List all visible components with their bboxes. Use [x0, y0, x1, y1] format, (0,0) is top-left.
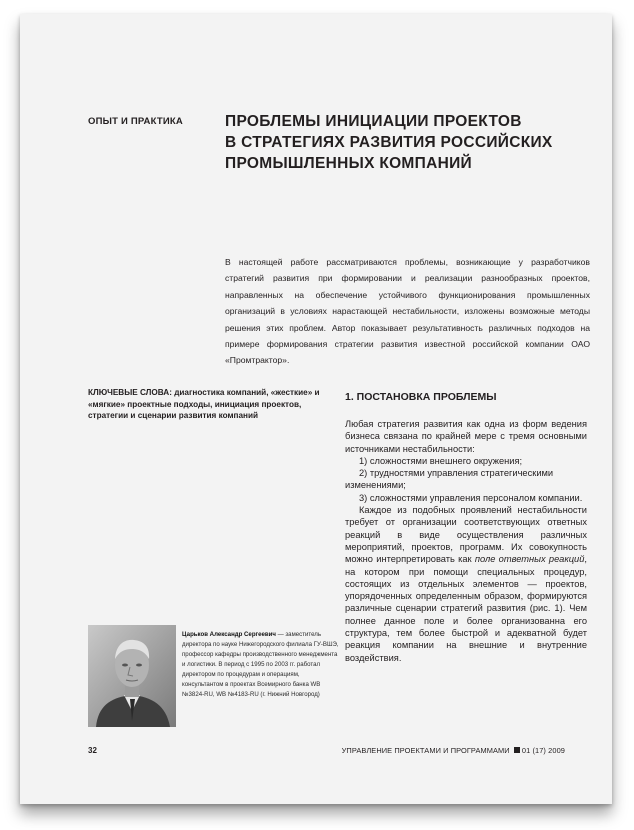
- title-line-2: В СТРАТЕГИЯХ РАЗВИТИЯ РОССИЙСКИХ: [225, 134, 553, 151]
- title-line-3: ПРОМЫШЛЕННЫХ КОМПАНИЙ: [225, 155, 472, 172]
- article-title: [225, 111, 585, 174]
- article-body: [345, 418, 587, 664]
- body-intro: Любая стратегия развития как одна из форм ведения бизнеса связана по крайней мере с тремя основными источниками нестабильности:: [345, 419, 587, 454]
- page-number: 32: [88, 746, 97, 755]
- author-description: — заместитель директора по науке Нижегородского филиала ГУ-ВШЭ, профессор кафедры производственного менеджмента и логистики. В период с 1995 по 2003 гг. работал директором по процедурам и операциям, консультантом в проектах Всемирного банка WB №3824-RU, WB №4183-RU (г. Нижний Новгород): [182, 631, 339, 698]
- author-bio: [182, 630, 342, 700]
- article-abstract: В настоящей работе рассматриваются проблемы, возникающие у разработчиков стратегий развития при формировании и реализации разнообразных проектов, направленных на обеспечение устойчивого функционирования промышленных организаций в условиях нарастающей нестабильности, изложены возможные методы решения этих проблем. Автор показывает результативность различных подходов на примере формирования стратегии развития известной российской компании ОАО «Промтрактор».: [225, 257, 590, 366]
- journal-page: [20, 14, 612, 804]
- author-portrait-image: [88, 625, 176, 727]
- list-item-1: 1) сложностями внешнего окружения;: [359, 455, 523, 466]
- section-heading: 1. ПОСТАНОВКА ПРОБЛЕМЫ: [345, 391, 497, 403]
- title-line-1: ПРОБЛЕМЫ ИНИЦИАЦИИ ПРОЕКТОВ: [225, 113, 522, 130]
- list-item-3: 3) сложностями управления персоналом компании.: [359, 492, 583, 503]
- paragraph-text-start: Каждое из подобных проявлений нестабильности требует от организации соответствующих ответных реакций в виде осуществления различных мероприятий, проектов, программ. Их совокупность можно интерпретировать как: [345, 505, 587, 565]
- journal-name: УПРАВЛЕНИЕ ПРОЕКТАМИ И ПРОГРАММАМИ: [341, 746, 510, 755]
- paragraph-text-end: , на котором при помощи специальных процедур, состоящих из отдельных элементов — проектов, упорядоченных определенным образом, формируются различные сценарии стратегий развития (рис. 1). Чем полнее данное поле и более организованна его структура, тем более быстрой и адекватной будет реакция компании на внешние и внутренние воздействия.: [345, 554, 587, 663]
- footer: [342, 746, 565, 755]
- square-separator-icon: [514, 747, 520, 753]
- body-paragraph-2: [345, 504, 587, 664]
- journal-issue: 01 (17) 2009: [521, 746, 565, 755]
- emphasis-term: поле ответных реакций: [474, 554, 585, 565]
- section-label: ОПЫТ И ПРАКТИКА: [88, 116, 183, 127]
- keywords: КЛЮЧЕВЫЕ СЛОВА: диагностика компаний, «жесткие» и «мягкие» проектные подходы, инициация проектов, стратегии и сценарии развития компаний: [88, 388, 320, 420]
- author-photo: [88, 625, 176, 727]
- list-item-2: 2) трудностями управления стратегическими изменениями;: [345, 468, 554, 491]
- author-name: Царьков Александр Сергеевич: [182, 631, 276, 638]
